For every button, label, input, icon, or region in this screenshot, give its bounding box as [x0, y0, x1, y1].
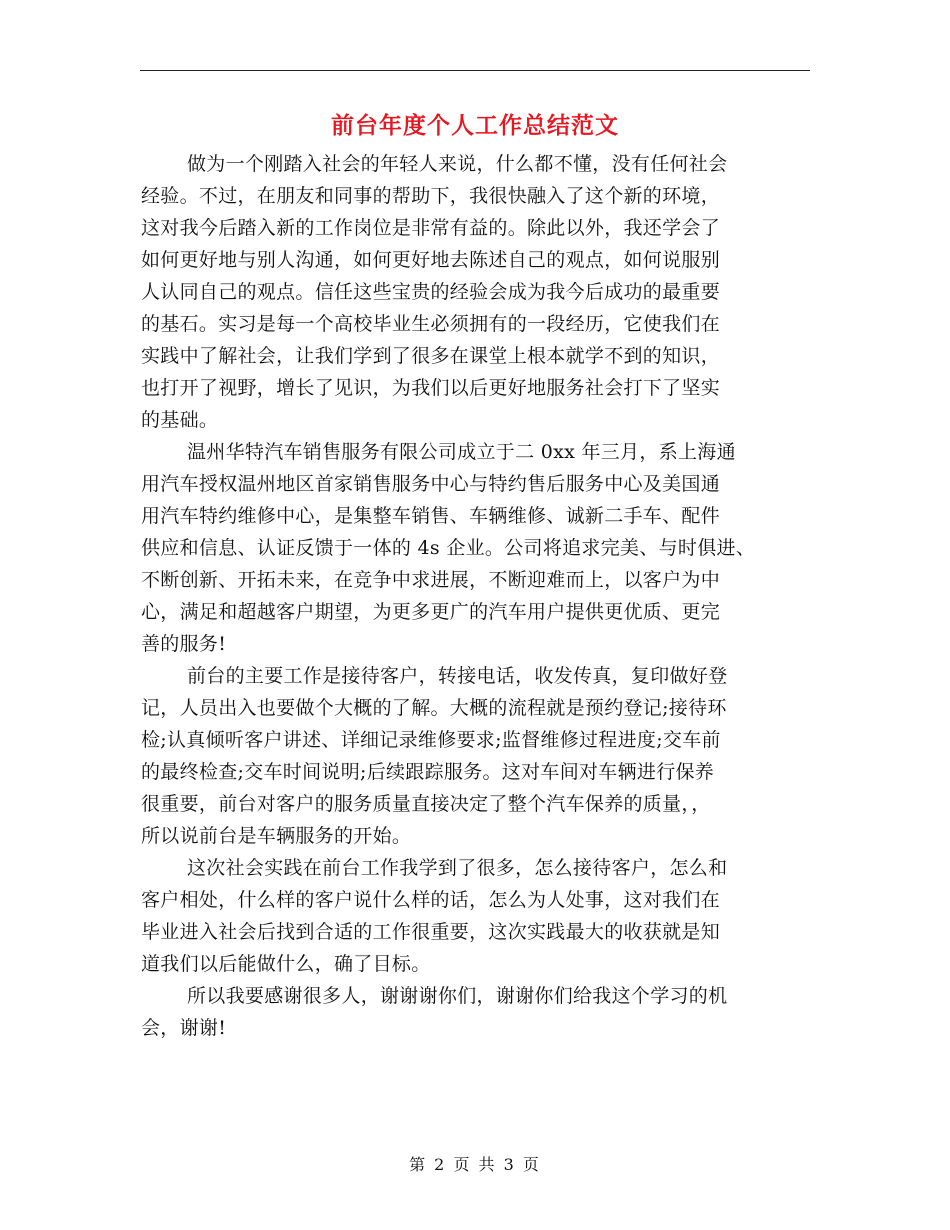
paragraph-line: 也打开了视野，增长了见识，为我们以后更好地服务社会打下了坚实: [141, 377, 721, 399]
page-number-footer: 第 2 页 共 3 页: [409, 1155, 541, 1174]
paragraph-line: 的基石。实习是每一个高校毕业生必须拥有的一段经历，它使我们在: [141, 313, 721, 335]
paragraph-line: 检;认真倾听客户讲述、详细记录维修要求;监督维修过程进度;交车前: [141, 729, 721, 751]
paragraph-1: [141, 148, 811, 436]
paragraph-3: [141, 660, 811, 852]
paragraph-line: 会，谢谢!: [141, 1017, 227, 1039]
paragraph-line: 做为一个刚踏入社会的年轻人来说，什么都不懂，没有任何社会: [187, 153, 728, 175]
paragraph-line: 实践中了解社会，让我们学到了很多在课堂上根本就学不到的知识，: [141, 345, 721, 367]
paragraph-line: 前台的主要工作是接待客户，转接电话，收发传真，复印做好登: [187, 665, 728, 687]
paragraph-4: [141, 852, 811, 980]
paragraph-line: 所以说前台是车辆服务的开始。: [141, 825, 412, 847]
paragraph-line: 不断创新、开拓未来，在竞争中求进展，不断迎难而上，以客户为中: [141, 569, 721, 591]
paragraph-line: 记，人员出入也要做个大概的了解。大概的流程就是预约登记;接待环: [141, 697, 727, 719]
paragraph-line: 的最终检查;交车时间说明;后续跟踪服务。这对车间对车辆进行保养: [141, 761, 715, 783]
document-body: [141, 148, 811, 1044]
paragraph-line: 这次社会实践在前台工作我学到了很多，怎么接待客户，怎么和: [187, 857, 728, 879]
paragraph-line: 温州华特汽车销售服务有限公司成立于二 0xx 年三月，系上海通: [187, 441, 736, 463]
paragraph-5: [141, 980, 811, 1044]
paragraph-line: 道我们以后能做什么，确了目标。: [141, 953, 431, 975]
paragraph-line: 所以我要感谢很多人，谢谢谢你们，谢谢你们给我这个学习的机: [187, 985, 728, 1007]
paragraph-line: 用汽车特约维修中心，是集整车销售、车辆维修、诚新二手车、配件: [141, 505, 721, 527]
paragraph-line: 经验。不过，在朋友和同事的帮助下，我很快融入了这个新的环境，: [141, 185, 721, 207]
paragraph-line: 客户相处，什么样的客户说什么样的话，怎么为人处事，这对我们在: [141, 889, 721, 911]
paragraph-line: 的基础。: [141, 409, 219, 431]
document-title: 前台年度个人工作总结范文: [331, 112, 619, 139]
paragraph-line: 毕业进入社会后找到合适的工作很重要，这次实践最大的收获就是知: [141, 921, 721, 943]
paragraph-line: 心，满足和超越客户期望，为更多更广的汽车用户提供更优质、更完: [141, 601, 721, 623]
paragraph-line: 供应和信息、认证反馈于一体的 4s 企业。公司将追求完美、与时俱进、: [141, 537, 756, 559]
paragraph-line: 这对我今后踏入新的工作岗位是非常有益的。除此以外，我还学会了: [141, 217, 721, 239]
paragraph-line: 如何更好地与别人沟通，如何更好地去陈述自己的观点，如何说服别: [141, 249, 721, 271]
paragraph-2: [141, 436, 811, 660]
header-rule: [140, 70, 810, 71]
paragraph-line: 人认同自己的观点。信任这些宝贵的经验会成为我今后成功的最重要: [141, 281, 721, 303]
paragraph-line: 很重要，前台对客户的服务质量直接决定了整个汽车保养的质量，，: [141, 793, 711, 815]
paragraph-line: 用汽车授权温州地区首家销售服务中心与特约售后服务中心及美国通: [141, 473, 721, 495]
paragraph-line: 善的服务!: [141, 633, 227, 655]
